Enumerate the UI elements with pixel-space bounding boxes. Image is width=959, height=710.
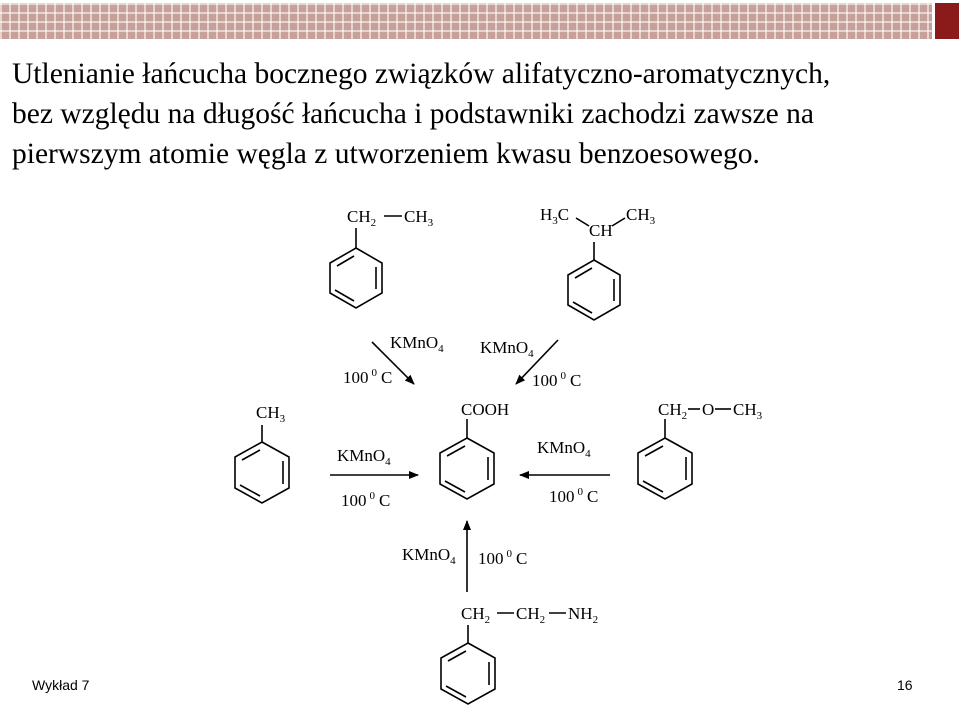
ether-molecule — [638, 409, 731, 499]
ether-ch2-label: $CH_2$ — [658, 400, 688, 422]
ethyl-ch3-label: $CH_3$ — [404, 207, 434, 229]
ethyl-ch2-label: $CH_2$ — [347, 207, 377, 229]
reagent-temp-1: 100 $^0$ C — [343, 367, 393, 387]
reagent-temp-2: 100 $^0$ C — [532, 370, 582, 390]
amine-nh2-label: $NH_2$ — [568, 604, 599, 626]
title-line-3: pierwszym atomie węgla z utworzeniem kwasu benzoesowego. — [12, 138, 760, 170]
phenylethylamine-molecule — [441, 613, 566, 704]
reagent-kmno4-1: KMnO$_4$ — [390, 333, 444, 355]
reagent-kmno4-4: KMnO$_4$ — [537, 438, 591, 460]
reagent-temp-4: 100 $^0$ C — [549, 486, 599, 506]
ether-o-label: O — [702, 400, 715, 419]
reagent-temp-5: 100 $^0$ C — [478, 548, 528, 568]
reagent-kmno4-2: KMnO$_4$ — [480, 338, 534, 360]
product-cooh-label: COOH — [461, 400, 510, 419]
footer-lecture-label: Wykład 7 — [32, 677, 90, 693]
title-line-2: bez względu na długość łańcucha i podstawniki zachodzi zawsze na — [12, 98, 814, 130]
footer-page-number: 16 — [897, 677, 913, 693]
benzoic-acid-molecule — [440, 419, 494, 499]
title-line-1: Utlenianie łańcucha bocznego związków alifatyczno-aromatycznych, — [12, 58, 831, 90]
ethylbenzene-molecule — [330, 216, 402, 308]
reagent-kmno4-5: KMnO$_4$ — [402, 545, 456, 567]
isopropyl-ch-label: CH — [589, 221, 613, 240]
toluene-ch3-label: $CH_3$ — [256, 403, 286, 425]
ether-ch3-label: $CH_3$ — [733, 400, 763, 422]
amine-ch2a-label: $CH_2$ — [461, 604, 491, 626]
toluene-molecule — [235, 425, 289, 503]
reagent-temp-3: 100 $^0$ C — [341, 490, 391, 510]
amine-ch2b-label: $CH_2$ — [516, 604, 546, 626]
reagent-kmno4-3: KMnO$_4$ — [337, 446, 391, 468]
isopropyl-ch3-label: $CH_3$ — [626, 205, 656, 227]
isopropyl-h3c-label: $H_3C$ — [540, 205, 570, 227]
